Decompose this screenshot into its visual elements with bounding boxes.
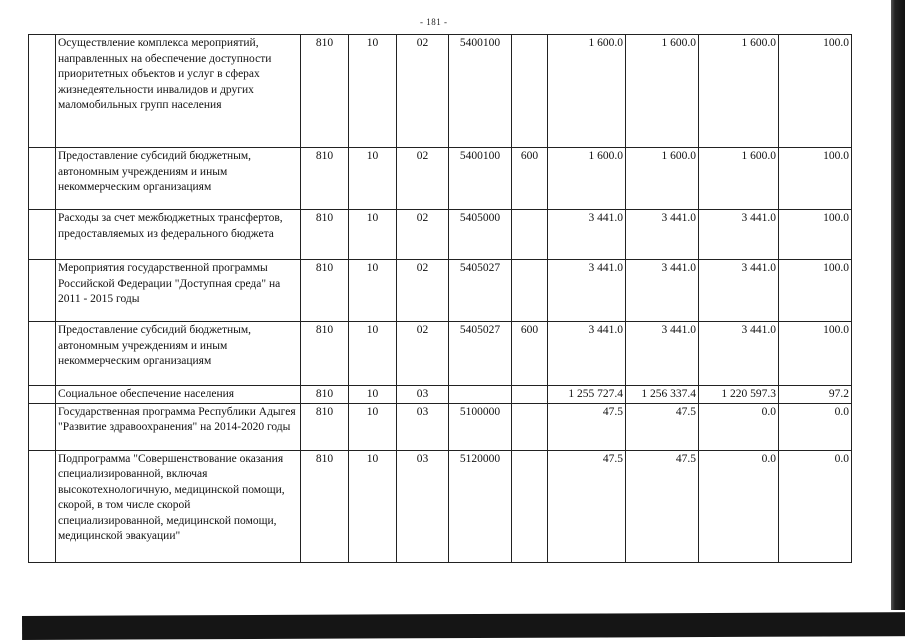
row-name: Предоставление субсидий бюджетным, автономным учреждениям и иным некоммерческим организациям bbox=[56, 322, 301, 386]
target-item-code: 5405027 bbox=[449, 322, 512, 386]
target-item-code: 5100000 bbox=[449, 403, 512, 450]
value-3: 1 220 597.3 bbox=[699, 386, 779, 404]
expense-type-code bbox=[512, 210, 548, 260]
target-item-code: 5400100 bbox=[449, 148, 512, 210]
subsection-code: 03 bbox=[397, 450, 449, 562]
table-row bbox=[29, 403, 852, 450]
table-row bbox=[29, 450, 852, 562]
value-1: 3 441.0 bbox=[548, 322, 626, 386]
ved-code: 810 bbox=[301, 35, 349, 148]
expense-type-code bbox=[512, 35, 548, 148]
row-name: Государственная программа Республики Адыгея "Развитие здравоохранения" на 2014-2020 годы bbox=[56, 403, 301, 450]
subsection-code: 03 bbox=[397, 403, 449, 450]
target-item-code: 5405027 bbox=[449, 260, 512, 322]
percent: 0.0 bbox=[779, 450, 852, 562]
expense-type-code bbox=[512, 403, 548, 450]
margin-cell bbox=[29, 35, 56, 148]
table-row bbox=[29, 148, 852, 210]
row-name: Подпрограмма "Совершенствование оказания специализированной, включая высокотехнологичную, медицинской помощи, скорой, в том числе скорой специализированной, медицинской помощи, медицинской эвакуации" bbox=[56, 450, 301, 562]
value-2: 1 600.0 bbox=[626, 148, 699, 210]
margin-cell bbox=[29, 322, 56, 386]
margin-cell bbox=[29, 450, 56, 562]
section-code: 10 bbox=[349, 322, 397, 386]
expense-type-code bbox=[512, 450, 548, 562]
table-row bbox=[29, 260, 852, 322]
value-1: 3 441.0 bbox=[548, 260, 626, 322]
value-3: 0.0 bbox=[699, 450, 779, 562]
value-2: 47.5 bbox=[626, 450, 699, 562]
expense-type-code bbox=[512, 386, 548, 404]
percent: 100.0 bbox=[779, 322, 852, 386]
row-name: Мероприятия государственной программы Российской Федерации "Доступная среда" на 2011 - 2015 годы bbox=[56, 260, 301, 322]
value-3: 3 441.0 bbox=[699, 260, 779, 322]
row-name: Осуществление комплекса мероприятий, направленных на обеспечение доступности приоритетных объектов и услуг в сферах жизнедеятельности инвалидов и других маломобильных групп населения bbox=[56, 35, 301, 148]
subsection-code: 03 bbox=[397, 386, 449, 404]
table-row bbox=[29, 386, 852, 404]
percent: 97.2 bbox=[779, 386, 852, 404]
target-item-code: 5400100 bbox=[449, 35, 512, 148]
section-code: 10 bbox=[349, 210, 397, 260]
ved-code: 810 bbox=[301, 386, 349, 404]
subsection-code: 02 bbox=[397, 35, 449, 148]
table-row bbox=[29, 210, 852, 260]
section-code: 10 bbox=[349, 35, 397, 148]
margin-cell bbox=[29, 260, 56, 322]
value-3: 3 441.0 bbox=[699, 322, 779, 386]
value-2: 3 441.0 bbox=[626, 210, 699, 260]
percent: 100.0 bbox=[779, 148, 852, 210]
expense-type-code: 600 bbox=[512, 322, 548, 386]
value-2: 1 256 337.4 bbox=[626, 386, 699, 404]
value-1: 47.5 bbox=[548, 403, 626, 450]
expense-type-code bbox=[512, 260, 548, 322]
row-name: Социальное обеспечение населения bbox=[56, 386, 301, 404]
subsection-code: 02 bbox=[397, 210, 449, 260]
target-item-code bbox=[449, 386, 512, 404]
ved-code: 810 bbox=[301, 260, 349, 322]
ved-code: 810 bbox=[301, 450, 349, 562]
margin-cell bbox=[29, 386, 56, 404]
value-3: 0.0 bbox=[699, 403, 779, 450]
subsection-code: 02 bbox=[397, 322, 449, 386]
percent: 100.0 bbox=[779, 35, 852, 148]
subsection-code: 02 bbox=[397, 148, 449, 210]
expense-type-code: 600 bbox=[512, 148, 548, 210]
percent: 100.0 bbox=[779, 210, 852, 260]
value-1: 1 600.0 bbox=[548, 35, 626, 148]
value-2: 47.5 bbox=[626, 403, 699, 450]
value-1: 1 600.0 bbox=[548, 148, 626, 210]
value-1: 3 441.0 bbox=[548, 210, 626, 260]
subsection-code: 02 bbox=[397, 260, 449, 322]
value-3: 3 441.0 bbox=[699, 210, 779, 260]
section-code: 10 bbox=[349, 403, 397, 450]
ved-code: 810 bbox=[301, 322, 349, 386]
scan-edge-bottom bbox=[22, 612, 905, 640]
section-code: 10 bbox=[349, 260, 397, 322]
row-name: Расходы за счет межбюджетных трансфертов, предоставляемых из федерального бюджета bbox=[56, 210, 301, 260]
table-row bbox=[29, 35, 852, 148]
budget-table bbox=[28, 34, 852, 563]
table-row bbox=[29, 322, 852, 386]
value-2: 3 441.0 bbox=[626, 260, 699, 322]
percent: 100.0 bbox=[779, 260, 852, 322]
ved-code: 810 bbox=[301, 403, 349, 450]
percent: 0.0 bbox=[779, 403, 852, 450]
value-2: 1 600.0 bbox=[626, 35, 699, 148]
value-1: 1 255 727.4 bbox=[548, 386, 626, 404]
target-item-code: 5405000 bbox=[449, 210, 512, 260]
ved-code: 810 bbox=[301, 210, 349, 260]
section-code: 10 bbox=[349, 450, 397, 562]
value-3: 1 600.0 bbox=[699, 148, 779, 210]
value-2: 3 441.0 bbox=[626, 322, 699, 386]
target-item-code: 5120000 bbox=[449, 450, 512, 562]
value-1: 47.5 bbox=[548, 450, 626, 562]
margin-cell bbox=[29, 148, 56, 210]
margin-cell bbox=[29, 210, 56, 260]
ved-code: 810 bbox=[301, 148, 349, 210]
section-code: 10 bbox=[349, 386, 397, 404]
page-number: - 181 - bbox=[420, 17, 448, 27]
section-code: 10 bbox=[349, 148, 397, 210]
margin-cell bbox=[29, 403, 56, 450]
row-name: Предоставление субсидий бюджетным, автономным учреждениям и иным некоммерческим организациям bbox=[56, 148, 301, 210]
scan-edge-right bbox=[891, 0, 905, 610]
value-3: 1 600.0 bbox=[699, 35, 779, 148]
